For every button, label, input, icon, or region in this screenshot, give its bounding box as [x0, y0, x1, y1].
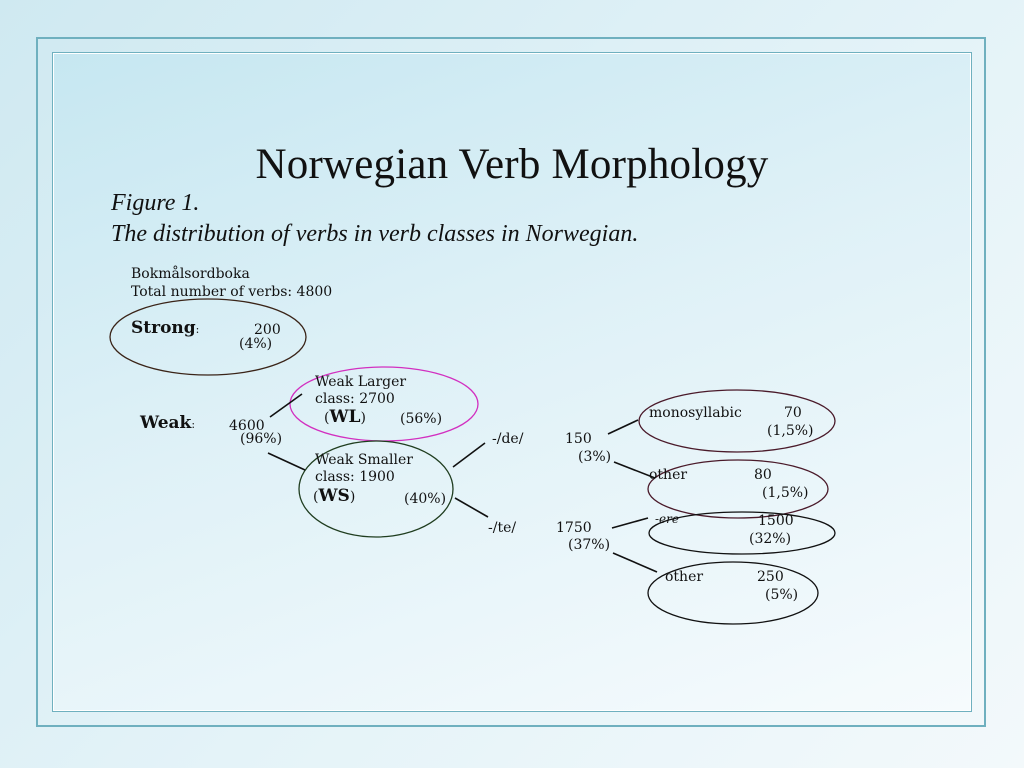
de-count: 150	[565, 431, 592, 447]
monosyllabic-count: 70	[784, 405, 802, 421]
source-name: Bokmålsordboka	[131, 266, 250, 282]
te-to-other-line	[613, 553, 657, 572]
strong-pct: (4%)	[239, 336, 273, 352]
weak-node	[140, 415, 195, 433]
figure-label: Figure 1.	[111, 190, 200, 216]
weak-pct: (96%)	[240, 431, 283, 447]
te-other-pct: (5%)	[765, 587, 799, 603]
ws-abbr: WS	[318, 486, 350, 506]
smaller-to-de-line	[453, 443, 485, 467]
source-total: Total number of verbs: 4800	[131, 284, 333, 300]
monosyllabic-label: monosyllabic	[649, 405, 742, 421]
weak-larger-line1: Weak Larger	[315, 374, 407, 390]
strong-count: 200	[254, 322, 281, 338]
weak-label: Weak	[140, 413, 192, 433]
weak-larger-line2: class: 2700	[315, 391, 395, 407]
weak-smaller-line2: class: 1900	[315, 469, 395, 485]
wl-abbr: WL	[329, 407, 361, 427]
ere-count: 1500	[758, 513, 794, 529]
te-pct: (37%)	[568, 537, 611, 553]
te-other-count: 250	[757, 569, 784, 585]
monosyllabic-ellipse	[639, 390, 835, 452]
wl-close-paren: )	[360, 410, 366, 426]
weak-to-larger-line	[270, 394, 302, 417]
de-other-pct: (1,5%)	[762, 485, 809, 501]
monosyllabic-pct: (1,5%)	[767, 423, 814, 439]
weak-smaller-abbr	[313, 488, 355, 505]
de-pct: (3%)	[578, 449, 612, 465]
weak-count: 4600	[229, 418, 265, 434]
ws-open-paren: (	[313, 489, 319, 505]
te-other-label: other	[665, 569, 704, 585]
weak-colon: :	[191, 418, 196, 431]
de-other-label: other	[649, 467, 688, 483]
weak-smaller-line1: Weak Smaller	[315, 452, 413, 468]
weak-larger-abbr	[324, 409, 366, 426]
strong-node	[131, 320, 199, 338]
weak-to-smaller-line	[268, 453, 305, 470]
te-count: 1750	[556, 520, 592, 536]
de-other-count: 80	[754, 467, 772, 483]
slide-title: Norwegian Verb Morphology	[255, 141, 769, 188]
figure-caption: The distribution of verbs in verb classes in Norwegian.	[111, 221, 639, 247]
ere-pct: (32%)	[749, 531, 792, 547]
te-to-ere-line	[612, 518, 648, 528]
wl-open-paren: (	[324, 410, 330, 426]
strong-label: Strong	[131, 318, 196, 338]
smaller-to-te-line	[455, 498, 488, 517]
ws-close-paren: )	[349, 489, 356, 505]
te-label: -/te/	[488, 520, 517, 536]
de-to-monosyllabic-line	[608, 420, 638, 434]
strong-colon: :	[195, 323, 200, 336]
ere-label: -ere	[655, 512, 679, 526]
de-label: -/de/	[492, 431, 524, 447]
weak-smaller-pct: (40%)	[404, 491, 447, 507]
weak-larger-pct: (56%)	[400, 411, 443, 427]
